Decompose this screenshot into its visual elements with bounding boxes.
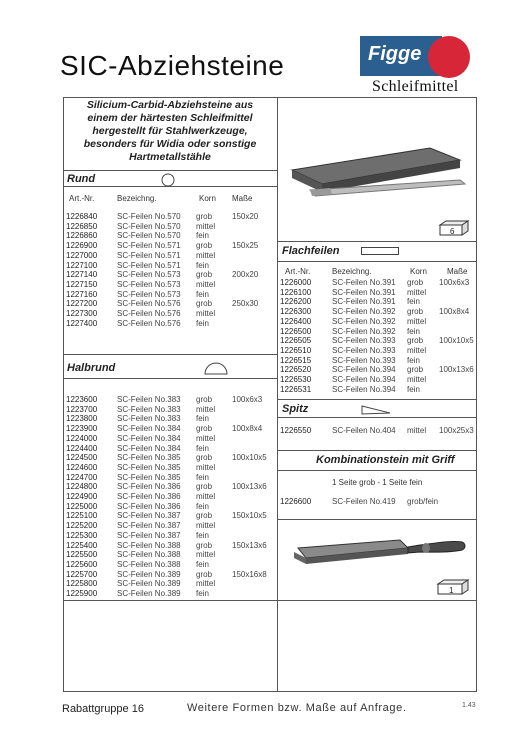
cell-designation: SC-Feilen No.389 <box>117 589 181 598</box>
cell-art-number: 1226550 <box>280 426 312 435</box>
cell-designation: SC-Feilen No.384 <box>117 433 181 443</box>
cell-designation: SC-Feilen No.576 <box>117 318 181 328</box>
table-row <box>0 288 527 298</box>
pointed-shape-icon <box>360 402 392 416</box>
cell-designation: SC-Feilen No.391 <box>332 297 396 307</box>
cell-art-number: 1225100 <box>66 511 98 521</box>
cell-grit: grob/fein <box>407 497 439 506</box>
cell-designation: SC-Feilen No.570 <box>117 212 181 221</box>
cell-grit: fein <box>196 472 209 482</box>
cell-designation: SC-Feilen No.576 <box>117 309 181 318</box>
cell-designation: SC-Feilen No.388 <box>117 540 181 550</box>
cell-designation: SC-Feilen No.571 <box>117 260 181 270</box>
cell-art-number: 1223800 <box>66 414 98 424</box>
cell-dimensions: 100x8x4 <box>232 424 263 434</box>
table-row <box>0 375 527 385</box>
table-row <box>0 385 527 395</box>
section-title-flachfeilen: Flachfeilen <box>282 245 340 257</box>
cell-designation: SC-Feilen No.573 <box>117 289 181 299</box>
cell-dimensions: 100x6x3 <box>232 395 263 404</box>
table-row <box>0 511 527 521</box>
round-shape-icon <box>160 173 176 187</box>
figge-logo <box>360 36 478 78</box>
cell-art-number: 1226600 <box>280 497 312 506</box>
cell-designation: SC-Feilen No.394 <box>332 365 396 375</box>
cell-grit: grob <box>407 365 424 375</box>
cell-art-number: 1226515 <box>280 355 312 365</box>
cell-dimensions: 100x8x4 <box>439 307 470 317</box>
intro-line: Silicium-Carbid-Abziehsteine aus <box>86 99 254 111</box>
table-row <box>0 356 527 366</box>
cell-grit: grob <box>196 241 213 251</box>
cell-art-number: 1226400 <box>280 316 312 326</box>
cell-designation: SC-Feilen No.576 <box>117 299 181 309</box>
cell-art-number: 1225200 <box>66 521 98 531</box>
cell-grit: mittel <box>196 279 216 289</box>
cell-designation: SC-Feilen No.387 <box>117 530 181 540</box>
cell-designation: SC-Feilen No.386 <box>117 492 181 501</box>
cell-art-number: 1225400 <box>66 540 98 550</box>
cell-grit: grob <box>196 395 213 404</box>
cell-grit: fein <box>196 414 209 424</box>
cell-art-number: 1226530 <box>280 375 312 384</box>
cell-grit: fein <box>196 231 209 241</box>
cell-designation: SC-Feilen No.385 <box>117 453 181 463</box>
cell-art-number: 1226850 <box>66 221 98 231</box>
cell-art-number: 1226500 <box>280 326 312 336</box>
cell-dimensions: 150x16x8 <box>232 569 267 579</box>
table-row <box>0 482 527 492</box>
cell-grit: mittel <box>407 345 427 355</box>
cell-art-number: 1225800 <box>66 579 98 589</box>
cell-art-number: 1227100 <box>66 260 98 270</box>
cell-designation: SC-Feilen No.386 <box>117 501 181 511</box>
table-row <box>0 365 527 375</box>
cell-art-number: 1227150 <box>66 279 98 289</box>
cell-dimensions: 100x25x3 <box>439 426 474 435</box>
cell-dimensions: 100x6x3 <box>439 278 470 287</box>
cell-art-number: 1225900 <box>66 589 98 598</box>
table-row <box>0 317 527 327</box>
package-qty-top: 6 <box>450 227 455 236</box>
cell-designation: SC-Feilen No.388 <box>117 559 181 569</box>
cell-designation: SC-Feilen No.570 <box>117 231 181 241</box>
table-row <box>0 444 527 454</box>
cell-dimensions: 150x10x5 <box>232 511 267 521</box>
cell-designation: SC-Feilen No.391 <box>332 278 396 287</box>
cell-designation: SC-Feilen No.389 <box>117 569 181 579</box>
intro-line: einem der härtesten Schleifmittel <box>87 112 253 124</box>
cell-grit: grob <box>196 424 213 434</box>
cell-designation: SC-Feilen No.388 <box>117 550 181 560</box>
logo-subtitle: Schleifmittel <box>372 78 459 95</box>
cell-designation: SC-Feilen No.391 <box>332 287 396 297</box>
cell-designation: SC-Feilen No.383 <box>117 395 181 404</box>
logo-red-circle <box>428 36 470 78</box>
cell-art-number: 1224900 <box>66 492 98 501</box>
cell-dimensions: 250x30 <box>232 299 259 309</box>
cell-art-number: 1226200 <box>280 297 312 307</box>
cell-grit: mittel <box>196 250 216 260</box>
cell-grit: mittel <box>407 426 427 435</box>
product-image-flat-stones <box>280 140 470 200</box>
cell-grit: mittel <box>196 462 216 472</box>
cell-grit: grob <box>196 482 213 492</box>
page-number: 1.43 <box>462 702 476 709</box>
cell-designation: SC-Feilen No.385 <box>117 462 181 472</box>
table-row <box>0 251 527 261</box>
cell-art-number: 1223700 <box>66 404 98 414</box>
col-head-bez: Bezeichng. <box>332 267 372 276</box>
cell-art-number: 1223900 <box>66 424 98 434</box>
table-row <box>0 278 527 288</box>
section-title-rund: Rund <box>67 173 96 185</box>
cell-dimensions: 100x13x6 <box>232 482 267 492</box>
cell-art-number: 1226531 <box>280 384 312 394</box>
logo-brand-text: Figge <box>368 43 422 65</box>
cell-grit: mittel <box>196 521 216 531</box>
product-image-stone-with-handle <box>290 530 470 580</box>
table-row <box>0 414 527 424</box>
cell-designation: SC-Feilen No.386 <box>117 482 181 492</box>
intro-line: besonders für Widia oder sonstige <box>83 138 257 150</box>
cell-grit: fein <box>407 355 420 365</box>
cell-grit: mittel <box>196 309 216 318</box>
cell-designation: SC-Feilen No.393 <box>332 345 396 355</box>
table-row <box>0 307 527 317</box>
cell-grit: grob <box>196 270 213 280</box>
col-head-art: Art.-Nr. <box>285 267 311 276</box>
cell-art-number: 1225600 <box>66 559 98 569</box>
cell-dimensions: 150x13x6 <box>232 540 267 550</box>
cell-art-number: 1227400 <box>66 318 98 328</box>
cell-grit: mittel <box>407 316 427 326</box>
cell-art-number: 1227300 <box>66 309 98 318</box>
kombi-note: 1 Seite grob - 1 Seite fein <box>332 478 423 487</box>
cell-designation: SC-Feilen No.384 <box>117 443 181 453</box>
cell-art-number: 1226510 <box>280 345 312 355</box>
cell-grit: mittel <box>196 404 216 414</box>
cell-designation: SC-Feilen No.404 <box>332 426 396 435</box>
cell-designation: SC-Feilen No.392 <box>332 307 396 317</box>
cell-art-number: 1226840 <box>66 212 98 221</box>
cell-grit: fein <box>196 260 209 270</box>
cell-art-number: 1226300 <box>280 307 312 317</box>
divider <box>63 600 477 601</box>
cell-designation: SC-Feilen No.387 <box>117 521 181 531</box>
cell-designation: SC-Feilen No.383 <box>117 414 181 424</box>
cell-designation: SC-Feilen No.393 <box>332 355 396 365</box>
cell-art-number: 1225700 <box>66 569 98 579</box>
cell-grit: grob <box>407 336 424 346</box>
package-qty-bottom: 1 <box>449 586 454 595</box>
cell-grit: grob <box>196 511 213 521</box>
table-row <box>0 241 527 251</box>
cell-grit: fein <box>407 326 420 336</box>
cell-designation: SC-Feilen No.389 <box>117 579 181 589</box>
cell-grit: mittel <box>196 550 216 560</box>
cell-art-number: 1227000 <box>66 250 98 260</box>
table-row <box>0 473 527 483</box>
cell-art-number: 1224000 <box>66 433 98 443</box>
cell-grit: fein <box>407 384 420 394</box>
cell-grit: fein <box>196 559 209 569</box>
cell-art-number: 1224700 <box>66 472 98 482</box>
cell-designation: SC-Feilen No.571 <box>117 241 181 251</box>
cell-art-number: 1226900 <box>66 241 98 251</box>
cell-grit: fein <box>196 589 209 598</box>
cell-grit: grob <box>196 299 213 309</box>
flat-shape-icon <box>361 247 399 255</box>
table-row <box>0 346 527 356</box>
cell-art-number: 1226520 <box>280 365 312 375</box>
intro-line: hergestellt für Stahlwerkzeuge, <box>92 125 248 137</box>
cell-art-number: 1224400 <box>66 443 98 453</box>
cell-designation: SC-Feilen No.570 <box>117 221 181 231</box>
cell-dimensions: 100x13x6 <box>439 365 474 375</box>
cell-art-number: 1224600 <box>66 462 98 472</box>
cell-art-number: 1223600 <box>66 395 98 404</box>
cell-art-number: 1226000 <box>280 278 312 287</box>
cell-grit: grob <box>407 307 424 317</box>
cell-designation: SC-Feilen No.387 <box>117 511 181 521</box>
col-head-bez: Bezeichng. <box>117 194 157 203</box>
table-row <box>0 336 527 346</box>
cell-art-number: 1225000 <box>66 501 98 511</box>
col-head-korn: Korn <box>199 194 216 203</box>
cell-art-number: 1225300 <box>66 530 98 540</box>
cell-grit: mittel <box>196 433 216 443</box>
footer-note: Weitere Formen bzw. Maße auf Anfrage. <box>187 702 407 714</box>
cell-grit: mittel <box>407 287 427 297</box>
cell-designation: SC-Feilen No.394 <box>332 384 396 394</box>
cell-dimensions: 100x10x5 <box>439 336 474 346</box>
cell-grit: grob <box>196 540 213 550</box>
table-row <box>0 497 527 507</box>
cell-art-number: 1224500 <box>66 453 98 463</box>
cell-grit: fein <box>196 501 209 511</box>
cell-art-number: 1227140 <box>66 270 98 280</box>
cell-grit: mittel <box>407 375 427 384</box>
cell-art-number: 1225500 <box>66 550 98 560</box>
cell-art-number: 1224800 <box>66 482 98 492</box>
cell-designation: SC-Feilen No.573 <box>117 270 181 280</box>
cell-designation: SC-Feilen No.419 <box>332 497 396 506</box>
table-row <box>0 297 527 307</box>
cell-grit: fein <box>196 530 209 540</box>
col-head-masse: Maße <box>447 267 468 276</box>
cell-designation: SC-Feilen No.383 <box>117 404 181 414</box>
cell-grit: grob <box>196 569 213 579</box>
rabatt-group: Rabattgruppe 16 <box>62 703 144 715</box>
cell-art-number: 1227200 <box>66 299 98 309</box>
cell-designation: SC-Feilen No.392 <box>332 316 396 326</box>
cell-art-number: 1226505 <box>280 336 312 346</box>
cell-dimensions: 150x25 <box>232 241 259 251</box>
cell-grit: grob <box>196 453 213 463</box>
col-head-art: Art.-Nr. <box>69 194 95 203</box>
cell-designation: SC-Feilen No.573 <box>117 279 181 289</box>
page-title: SIC-Abziehsteine <box>60 50 285 81</box>
cell-grit: mittel <box>196 579 216 589</box>
cell-grit: fein <box>196 443 209 453</box>
cell-grit: mittel <box>196 492 216 501</box>
section-title-halbrund: Halbrund <box>67 362 116 374</box>
cell-dimensions: 200x20 <box>232 270 259 280</box>
intro-text <box>64 99 276 164</box>
cell-grit: grob <box>407 278 424 287</box>
cell-grit: grob <box>196 212 213 221</box>
cell-art-number: 1226860 <box>66 231 98 241</box>
section-title-spitz: Spitz <box>282 403 309 415</box>
cell-designation: SC-Feilen No.384 <box>117 424 181 434</box>
divider <box>63 170 277 171</box>
table-row <box>0 405 527 415</box>
cell-dimensions: 100x10x5 <box>232 453 267 463</box>
col-head-korn: Korn <box>410 267 427 276</box>
cell-grit: mittel <box>196 221 216 231</box>
section-title-kombi: Kombinationstein mit Griff <box>316 454 455 466</box>
cell-art-number: 1226100 <box>280 287 312 297</box>
table-row <box>0 327 527 337</box>
cell-designation: SC-Feilen No.393 <box>332 336 396 346</box>
table-row <box>0 395 527 405</box>
cell-designation: SC-Feilen No.385 <box>117 472 181 482</box>
cell-grit: fein <box>196 318 209 328</box>
cell-designation: SC-Feilen No.394 <box>332 375 396 384</box>
cell-grit: fein <box>407 297 420 307</box>
intro-line: Hartmetallstähle <box>129 151 211 163</box>
col-head-masse: Maße <box>232 194 253 203</box>
cell-grit: fein <box>196 289 209 299</box>
cell-art-number: 1227160 <box>66 289 98 299</box>
table-row <box>0 426 527 436</box>
cell-dimensions: 150x20 <box>232 212 259 221</box>
cell-designation: SC-Feilen No.571 <box>117 250 181 260</box>
cell-designation: SC-Feilen No.392 <box>332 326 396 336</box>
